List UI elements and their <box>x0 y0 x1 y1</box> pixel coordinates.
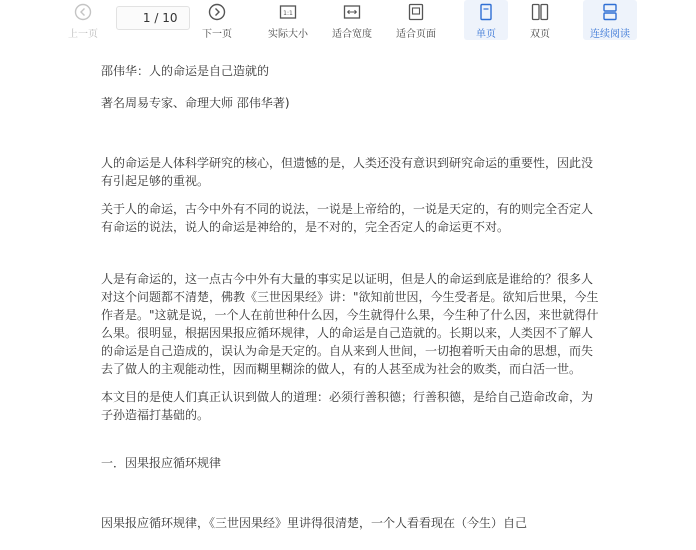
actual-size-label: 实际大小 <box>268 29 308 40</box>
fit-width-button[interactable] <box>326 0 378 40</box>
prev-page-button[interactable] <box>62 0 104 40</box>
continuous-read-label: 连续阅读 <box>590 29 630 40</box>
fit-width-icon <box>342 2 362 22</box>
double-page-button[interactable] <box>518 0 562 40</box>
total-pages: / 10 <box>154 11 178 25</box>
prev-page-label: 上一页 <box>68 29 98 40</box>
document-page <box>101 62 601 532</box>
single-page-icon <box>476 2 496 22</box>
paragraph: 本文目的是使人们真正认识到做人的道理：必须行善积德；行善积德，是给自己造命改命，为子孙造福打基础的。 <box>101 390 594 422</box>
double-page-icon <box>530 2 550 22</box>
paragraph: 人的命运是人体科学研究的核心，但遗憾的是，人类还没有意识到研究命运的重要性，因此没有引起足够的重视。 <box>101 156 594 188</box>
fit-page-icon <box>406 2 426 22</box>
fit-page-label: 适合页面 <box>396 29 436 40</box>
reader-toolbar <box>0 0 696 44</box>
next-page-button[interactable] <box>196 0 238 40</box>
page-indicator <box>116 6 190 30</box>
single-page-label: 单页 <box>476 29 496 40</box>
section-heading: 一．因果报应循环规律 <box>101 456 222 470</box>
continuous-read-button[interactable] <box>583 0 637 40</box>
double-page-label: 双页 <box>530 29 550 40</box>
page-number-input[interactable] <box>129 11 151 25</box>
fit-page-button[interactable] <box>390 0 442 40</box>
arrow-left-circle-icon <box>73 2 93 22</box>
single-page-button[interactable] <box>464 0 508 40</box>
paragraph: 人是有命运的，这一点古今中外有大量的事实足以证明，但是人的命运到底是谁给的？很多人对这个问题都不清楚，佛教《三世因果经》讲："欲知前世因，今生受者是。欲知后世果，今生作者是。"这就是说，一个人在前世种什么因，今生就得什么果，今生种了什么因，来世就得什么果。很明显，根据因果报应循环规律，人的命运是自己造就的。长期以来，人类因不了解人的命运是自己造成的，误认为命是天定的。自从来到人世间，一切抱着听天由命的思想，而失去了做人的主观能动性，因而糊里糊涂的做人，有的人甚至成为社会的败类，而白活一世。 <box>101 272 599 376</box>
document-title: 邵伟华：人的命运是自己造就的 <box>101 64 270 78</box>
paragraph: 关于人的命运，古今中外有不同的说法，一说是上帝给的，一说是天定的，有的则完全否定人有命运的说法，说人的命运是神给的，是不对的，完全否定人的命运更不对。 <box>101 202 594 234</box>
actual-size-icon <box>278 2 298 22</box>
svg-text:1:1: 1:1 <box>283 10 293 17</box>
fit-width-label: 适合宽度 <box>332 29 372 40</box>
arrow-right-circle-icon <box>207 2 227 22</box>
next-page-label: 下一页 <box>202 29 232 40</box>
continuous-read-icon <box>600 2 620 22</box>
document-author: 著名周易专家、命理大师 邵伟华著) <box>101 96 290 110</box>
actual-size-button[interactable] <box>262 0 314 40</box>
paragraph-partial: 因果报应循环规律，《三世因果经》里讲得很清楚，一个人看看现在（今生）自己 <box>101 516 528 530</box>
